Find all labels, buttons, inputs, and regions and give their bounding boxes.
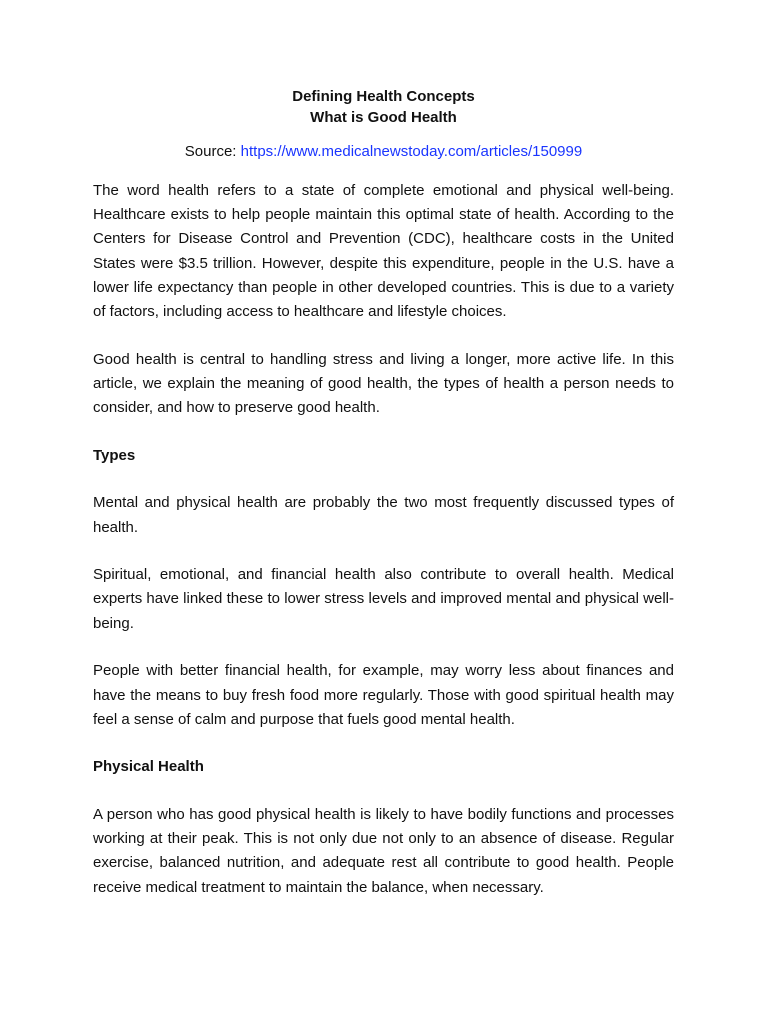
source-link[interactable]: https://www.medicalnewstoday.com/articles/150999: [240, 143, 583, 160]
document-subtitle: What is Good Health: [310, 109, 457, 126]
source-line: [93, 142, 674, 162]
document-title: Defining Health Concepts: [292, 88, 475, 105]
paragraph-spiritual-emotional: Spiritual, emotional, and financial health also contribute to overall health. Medical experts have linked these to lower stress levels and improved mental and physical well-being.: [93, 566, 674, 632]
paragraph-financial-health: People with better financial health, for example, may worry less about finances and have the means to buy fresh food more regularly. Those with good spiritual health may feel a sense of calm and purpose that fuels good mental health.: [93, 662, 674, 728]
paragraph-intro: The word health refers to a state of complete emotional and physical well-being. Healthcare exists to help people maintain this optimal state of health. According to the Centers for Disease Control and Prevention (CDC), healthcare costs in the United States were $3.5 trillion. However, despite this expenditure, people in the U.S. have a lower life expectancy than people in other developed countries. This is due to a variety of factors, including access to healthcare and lifestyle choices.: [93, 182, 674, 321]
paragraph-good-health: Good health is central to handling stress and living a longer, more active life. In this article, we explain the meaning of good health, the types of health a person needs to consider, and how to preserve good health.: [93, 350, 674, 417]
section-heading-types: Types: [93, 446, 136, 464]
paragraph-physical-health: A person who has good physical health is likely to have bodily functions and processes working at their peak. This is not only due not only to an absence of disease. Regular exercise, balanced nutrition, and adequate rest all contribute to good health. People receive medical treatment to maintain the balance, when necessary.: [93, 805, 674, 896]
section-heading-physical-health: Physical Health: [93, 758, 204, 776]
source-label: Source:: [184, 143, 241, 160]
paragraph-mental-physical: Mental and physical health are probably the two most frequently discussed types of health.: [93, 494, 674, 536]
